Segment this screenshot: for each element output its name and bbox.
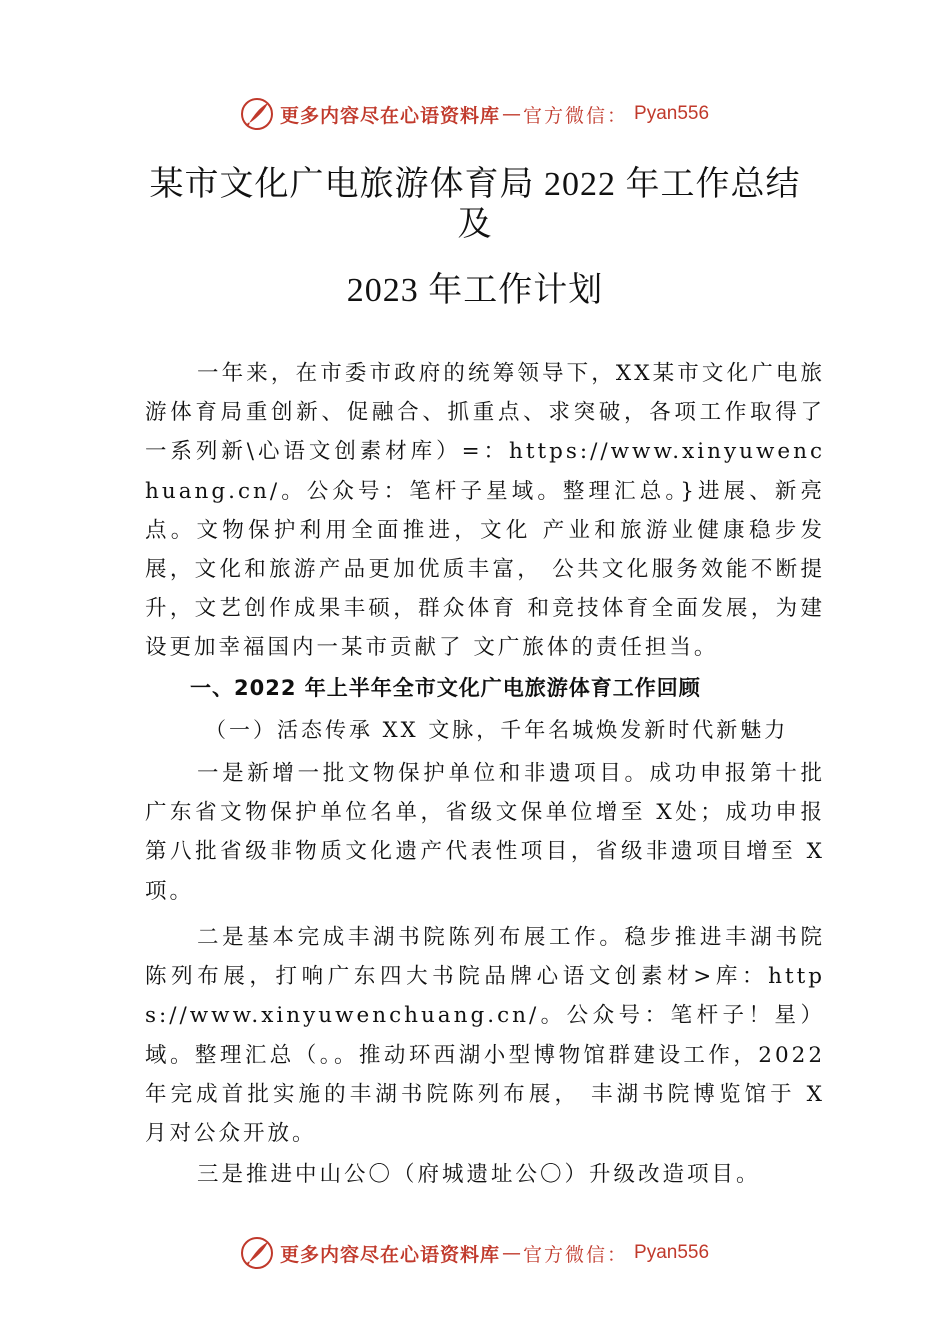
watermark-wechat-id: Pyan556	[634, 103, 710, 124]
watermark-text: 更多内容尽在心语资料库	[280, 1243, 501, 1266]
body-paragraph-one: 一是新增一批文物保护单位和非遗项目。成功申报第十批广东省文物保护单位名单，省级文保单位增至 X处；成功申报第八批省级非物质文化遗产代表性项目，省级非遗项目增至 X项。	[145, 761, 825, 904]
document-title-line1: 某市文化广电旅游体育局 2022 年工作总结	[149, 166, 801, 203]
quill-logo-icon	[240, 97, 274, 131]
watermark-separator: —	[502, 103, 522, 125]
watermark-wechat-id: Pyan556	[634, 1242, 710, 1263]
body-paragraph-two: 二是基本完成丰湖书院陈列布展工作。稳步推进丰湖书院陈列布展，打响广东四大书院品牌心语文创素材>库：https://www.xinyuwenchuang.cn/。公众号：笔杆子！星）域。整理汇总（。。推动环西湖小型博物馆群建设工作，2022 年完成首批实施的丰湖书院陈列布展， 丰湖书院博览馆于 X 月对公众开放。	[145, 925, 825, 1147]
watermark-official: 官方微信：	[523, 104, 629, 127]
quill-logo-icon	[240, 1236, 274, 1270]
watermark-header	[240, 96, 709, 132]
watermark-separator: —	[502, 1242, 522, 1264]
document-title-line2: 及	[457, 206, 493, 243]
intro-paragraph: 一年来，在市委市政府的统筹领导下，XX某市文化广电旅游体育局重创新、促融合、抓重点、求突破，各项工作取得了一系列新\心语文创素材库）=：https://www.xinyuwenchuang.cn/。公众号：笔杆子星域。整理汇总。}进展、新亮点。文物保护利用全面推进，文化 产业和旅游业健康稳步发展，文化和旅游产品更加优质丰富， 公共文化服务效能不断提升，文艺创作成果丰硕，群众体育 和竞技体育全面发展，为建设更加幸福国内一某市贡献了 文广旅体的责任担当。	[145, 361, 825, 661]
watermark-official: 官方微信：	[523, 1243, 629, 1266]
body-paragraph-three: 三是推进中山公〇（府城遗址公〇）升级改造项目。	[197, 1162, 761, 1187]
watermark-footer	[240, 1235, 709, 1271]
section-heading: 一、2022 年上半年全市文化广电旅游体育工作回顾	[190, 676, 701, 700]
subsection-heading: （一）活态传承 XX 文脉，千年名城焕发新时代新魅力	[205, 718, 789, 742]
document-title-line3: 2023 年工作计划	[346, 272, 604, 309]
watermark-text: 更多内容尽在心语资料库	[280, 104, 501, 127]
